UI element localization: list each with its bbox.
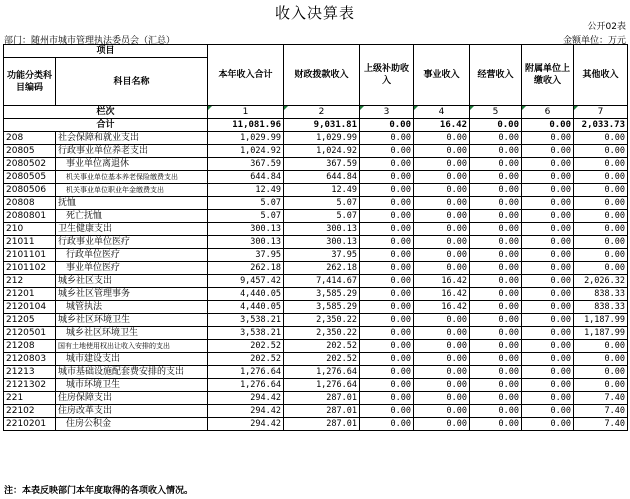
row-value: 0.00: [574, 366, 628, 379]
row-name: 城市基础设施配套费安排的支出: [56, 366, 208, 379]
row-value: 0.00: [470, 301, 522, 314]
row-name: 城乡社区管理事务: [56, 288, 208, 301]
row-code: 210: [4, 223, 56, 236]
index-cell: 5: [470, 106, 522, 119]
total-row: [4, 119, 628, 132]
row-value: 1,029.99: [284, 132, 360, 145]
row-value: 0.00: [414, 353, 470, 366]
row-code: 21208: [4, 340, 56, 353]
row-value: 367.59: [284, 158, 360, 171]
row-value: 0.00: [360, 392, 414, 405]
row-value: 0.00: [360, 158, 414, 171]
row-value: 0.00: [360, 223, 414, 236]
row-value: 0.00: [414, 366, 470, 379]
total-cell: 16.42: [414, 119, 470, 132]
row-code: 20808: [4, 197, 56, 210]
row-value: 0.00: [470, 171, 522, 184]
row-value: 0.00: [414, 249, 470, 262]
row-value: 0.00: [360, 379, 414, 392]
table-row: [4, 184, 628, 197]
row-value: 0.00: [360, 249, 414, 262]
row-value: 0.00: [414, 340, 470, 353]
row-value: 0.00: [574, 223, 628, 236]
row-name: 住房保障支出: [56, 392, 208, 405]
row-code: 2120501: [4, 327, 56, 340]
row-value: 0.00: [360, 184, 414, 197]
row-value: 0.00: [470, 366, 522, 379]
row-value: 0.00: [360, 340, 414, 353]
row-value: 0.00: [360, 366, 414, 379]
row-value: 0.00: [414, 418, 470, 431]
row-code: 21011: [4, 236, 56, 249]
row-value: 5.07: [284, 197, 360, 210]
row-value: 0.00: [522, 145, 574, 158]
row-value: 0.00: [470, 249, 522, 262]
row-value: 3,585.29: [284, 288, 360, 301]
row-value: 202.52: [208, 340, 284, 353]
row-value: 0.00: [522, 301, 574, 314]
row-code: 20805: [4, 145, 56, 158]
table-row: [4, 171, 628, 184]
row-value: 0.00: [414, 314, 470, 327]
row-value: 0.00: [360, 236, 414, 249]
row-value: 0.00: [414, 223, 470, 236]
row-value: 0.00: [522, 418, 574, 431]
row-value: 0.00: [574, 197, 628, 210]
row-value: 838.33: [574, 288, 628, 301]
row-name: 机关事业单位基本养老保险缴费支出: [56, 171, 208, 184]
row-value: 0.00: [574, 353, 628, 366]
row-value: 5.07: [208, 210, 284, 223]
row-value: 0.00: [522, 327, 574, 340]
row-value: 0.00: [522, 288, 574, 301]
row-value: 0.00: [470, 314, 522, 327]
row-code: 22102: [4, 405, 56, 418]
row-name: 卫生健康支出: [56, 223, 208, 236]
total-cell: 9,031.81: [284, 119, 360, 132]
index-cell: 4: [414, 106, 470, 119]
row-code: 2120803: [4, 353, 56, 366]
row-value: 3,585.29: [284, 301, 360, 314]
row-name: 住房公积金: [56, 418, 208, 431]
row-value: 9,457.42: [208, 275, 284, 288]
row-value: 0.00: [414, 132, 470, 145]
row-value: 0.00: [360, 197, 414, 210]
index-row: [4, 106, 628, 119]
row-code: 2101102: [4, 262, 56, 275]
row-value: 0.00: [470, 405, 522, 418]
table-row: [4, 340, 628, 353]
row-value: 287.01: [284, 418, 360, 431]
report-meta: [4, 33, 626, 44]
row-value: 0.00: [414, 379, 470, 392]
table-row: [4, 301, 628, 314]
row-value: 0.00: [470, 184, 522, 197]
row-value: 0.00: [574, 379, 628, 392]
row-name: 城管执法: [56, 301, 208, 314]
row-value: 287.01: [284, 392, 360, 405]
row-code: 2080506: [4, 184, 56, 197]
index-cell: 1: [208, 106, 284, 119]
row-value: 0.00: [360, 210, 414, 223]
row-value: 644.84: [208, 171, 284, 184]
row-value: 287.01: [284, 405, 360, 418]
unit-label: 金额单位：万元: [562, 36, 626, 46]
total-label: 合计: [4, 119, 208, 132]
row-value: 0.00: [470, 236, 522, 249]
row-name: 城市建设支出: [56, 353, 208, 366]
row-value: 0.00: [414, 197, 470, 210]
row-value: 12.49: [284, 184, 360, 197]
row-value: 1,276.64: [208, 379, 284, 392]
row-value: 0.00: [414, 171, 470, 184]
header-business-income: 事业收入: [414, 45, 470, 106]
row-name: 行政单位医疗: [56, 249, 208, 262]
row-value: 0.00: [470, 379, 522, 392]
row-value: 0.00: [574, 158, 628, 171]
row-name: 死亡抚恤: [56, 210, 208, 223]
row-value: 0.00: [574, 184, 628, 197]
row-value: 300.13: [284, 223, 360, 236]
row-value: 0.00: [360, 405, 414, 418]
row-value: 1,276.64: [284, 366, 360, 379]
row-value: 0.00: [574, 262, 628, 275]
row-value: 12.49: [208, 184, 284, 197]
row-value: 0.00: [522, 353, 574, 366]
row-value: 0.00: [470, 327, 522, 340]
row-value: 0.00: [360, 353, 414, 366]
income-table: [3, 44, 628, 431]
table-row: [4, 353, 628, 366]
row-value: 0.00: [522, 275, 574, 288]
row-value: 0.00: [574, 210, 628, 223]
row-value: 0.00: [360, 418, 414, 431]
table-row: [4, 249, 628, 262]
row-value: 16.42: [414, 288, 470, 301]
row-value: 0.00: [522, 197, 574, 210]
row-name: 事业单位医疗: [56, 262, 208, 275]
row-value: 0.00: [574, 236, 628, 249]
row-value: 0.00: [414, 184, 470, 197]
row-value: 4,440.05: [208, 301, 284, 314]
table-row: [4, 392, 628, 405]
row-value: 0.00: [574, 171, 628, 184]
header-name: 科目名称: [56, 58, 208, 106]
row-name: 城乡社区支出: [56, 275, 208, 288]
row-code: 2120104: [4, 301, 56, 314]
header-affiliate-income: 附属单位上缴收入: [522, 45, 574, 106]
row-name: 国有土地使用权出让收入安排的支出: [56, 340, 208, 353]
row-value: 0.00: [522, 314, 574, 327]
row-value: 7.40: [574, 392, 628, 405]
total-cell: 0.00: [522, 119, 574, 132]
row-value: 5.07: [284, 210, 360, 223]
total-cell: 0.00: [360, 119, 414, 132]
table-row: [4, 288, 628, 301]
header-fiscal-income: 财政拨款收入: [284, 45, 360, 106]
row-value: 300.13: [208, 236, 284, 249]
table-row: [4, 262, 628, 275]
row-value: 0.00: [360, 275, 414, 288]
row-value: 262.18: [208, 262, 284, 275]
row-value: 0.00: [574, 145, 628, 158]
form-number: 公开02表: [587, 22, 626, 32]
row-value: 367.59: [208, 158, 284, 171]
row-value: 0.00: [522, 132, 574, 145]
row-value: 1,276.64: [284, 379, 360, 392]
total-cell: 11,081.96: [208, 119, 284, 132]
row-name: 机关事业单位职业年金缴费支出: [56, 184, 208, 197]
row-value: 0.00: [414, 210, 470, 223]
row-value: 0.00: [414, 145, 470, 158]
table-row: [4, 275, 628, 288]
row-value: 0.00: [470, 197, 522, 210]
total-cell: 0.00: [470, 119, 522, 132]
row-code: 2080801: [4, 210, 56, 223]
department-label: 部门：随州市城市管理执法委员会（汇总）: [4, 36, 176, 46]
table-row: [4, 379, 628, 392]
row-value: 0.00: [470, 288, 522, 301]
row-value: 1,024.92: [284, 145, 360, 158]
row-code: 2080505: [4, 171, 56, 184]
row-value: 202.52: [284, 353, 360, 366]
table-row: [4, 145, 628, 158]
row-value: 0.00: [360, 301, 414, 314]
header-code: 功能分类科目编码: [4, 58, 56, 106]
row-value: 3,538.21: [208, 314, 284, 327]
row-value: 37.95: [208, 249, 284, 262]
row-value: 7,414.67: [284, 275, 360, 288]
total-cell: 2,033.73: [574, 119, 628, 132]
row-value: 0.00: [414, 262, 470, 275]
index-cell: 6: [522, 106, 574, 119]
index-cell: 3: [360, 106, 414, 119]
row-value: 0.00: [360, 314, 414, 327]
row-value: 0.00: [414, 405, 470, 418]
row-code: 2080502: [4, 158, 56, 171]
row-name: 住房改革支出: [56, 405, 208, 418]
row-value: 0.00: [360, 327, 414, 340]
row-value: 0.00: [522, 210, 574, 223]
header-operating-income: 经营收入: [470, 45, 522, 106]
row-name: 社会保障和就业支出: [56, 132, 208, 145]
row-code: 2121302: [4, 379, 56, 392]
table-row: [4, 418, 628, 431]
row-value: 0.00: [522, 366, 574, 379]
row-value: 37.95: [284, 249, 360, 262]
row-value: 3,538.21: [208, 327, 284, 340]
row-value: 0.00: [470, 132, 522, 145]
table-row: [4, 405, 628, 418]
row-value: 0.00: [574, 132, 628, 145]
row-value: 0.00: [360, 171, 414, 184]
row-code: 2101101: [4, 249, 56, 262]
row-value: 0.00: [414, 327, 470, 340]
row-name: 抚恤: [56, 197, 208, 210]
row-value: 0.00: [522, 392, 574, 405]
row-value: 1,024.92: [208, 145, 284, 158]
row-code: 21213: [4, 366, 56, 379]
row-value: 4,440.05: [208, 288, 284, 301]
footnote: 注：本表反映部门本年度取得的各项收入情况。: [4, 486, 194, 496]
report-title: 收入决算表: [274, 4, 355, 22]
row-value: 0.00: [522, 236, 574, 249]
row-value: 0.00: [522, 184, 574, 197]
row-value: 1,029.99: [208, 132, 284, 145]
index-cell: 7: [574, 106, 628, 119]
row-value: 0.00: [574, 249, 628, 262]
row-value: 0.00: [470, 262, 522, 275]
table-row: [4, 366, 628, 379]
row-value: 1,187.99: [574, 314, 628, 327]
row-value: 0.00: [414, 158, 470, 171]
table-row: [4, 132, 628, 145]
row-name: 行政事业单位养老支出: [56, 145, 208, 158]
row-value: 16.42: [414, 301, 470, 314]
row-value: 300.13: [208, 223, 284, 236]
row-value: 0.00: [470, 145, 522, 158]
row-value: 0.00: [522, 262, 574, 275]
row-value: 0.00: [522, 379, 574, 392]
index-cell: 2: [284, 106, 360, 119]
row-value: 0.00: [360, 262, 414, 275]
row-value: 0.00: [360, 132, 414, 145]
row-value: 202.52: [208, 353, 284, 366]
row-value: 0.00: [470, 392, 522, 405]
row-code: 2210201: [4, 418, 56, 431]
row-value: 0.00: [414, 392, 470, 405]
row-value: 0.00: [470, 275, 522, 288]
row-name: 城市环境卫生: [56, 379, 208, 392]
table-row: [4, 210, 628, 223]
row-name: 城乡社区环境卫生: [56, 314, 208, 327]
row-value: 2,350.22: [284, 327, 360, 340]
row-value: 1,187.99: [574, 327, 628, 340]
row-value: 0.00: [522, 340, 574, 353]
row-value: 0.00: [522, 223, 574, 236]
row-value: 0.00: [360, 288, 414, 301]
row-value: 262.18: [284, 262, 360, 275]
row-value: 16.42: [414, 275, 470, 288]
row-value: 0.00: [522, 249, 574, 262]
row-code: 21205: [4, 314, 56, 327]
row-value: 0.00: [470, 210, 522, 223]
header-total-income: 本年收入合计: [208, 45, 284, 106]
index-label: 栏次: [4, 106, 208, 119]
row-value: 0.00: [522, 158, 574, 171]
row-value: 202.52: [284, 340, 360, 353]
table-row: [4, 327, 628, 340]
row-value: 838.33: [574, 301, 628, 314]
row-value: 1,276.64: [208, 366, 284, 379]
row-code: 221: [4, 392, 56, 405]
row-value: 0.00: [522, 171, 574, 184]
header-other-income: 其他收入: [574, 45, 628, 106]
row-value: 0.00: [470, 223, 522, 236]
table-row: [4, 236, 628, 249]
row-value: 5.07: [208, 197, 284, 210]
row-value: 7.40: [574, 405, 628, 418]
row-value: 0.00: [470, 418, 522, 431]
row-name: 行政事业单位医疗: [56, 236, 208, 249]
row-value: 294.42: [208, 405, 284, 418]
row-value: 2,026.32: [574, 275, 628, 288]
row-value: 0.00: [414, 236, 470, 249]
row-value: 0.00: [360, 145, 414, 158]
row-value: 0.00: [470, 353, 522, 366]
row-value: 644.84: [284, 171, 360, 184]
row-value: 0.00: [470, 340, 522, 353]
row-value: 300.13: [284, 236, 360, 249]
table-row: [4, 223, 628, 236]
row-value: 0.00: [574, 340, 628, 353]
table-row: [4, 314, 628, 327]
table-row: [4, 158, 628, 171]
row-code: 208: [4, 132, 56, 145]
row-value: 294.42: [208, 418, 284, 431]
table-row: [4, 197, 628, 210]
row-code: 212: [4, 275, 56, 288]
row-value: 7.40: [574, 418, 628, 431]
header-project: 项目: [4, 45, 208, 58]
row-value: 2,350.22: [284, 314, 360, 327]
row-value: 0.00: [522, 405, 574, 418]
header-superior-subsidy: 上级补助收入: [360, 45, 414, 106]
row-name: 城乡社区环境卫生: [56, 327, 208, 340]
row-value: 0.00: [470, 158, 522, 171]
row-value: 294.42: [208, 392, 284, 405]
row-name: 事业单位离退休: [56, 158, 208, 171]
row-code: 21201: [4, 288, 56, 301]
